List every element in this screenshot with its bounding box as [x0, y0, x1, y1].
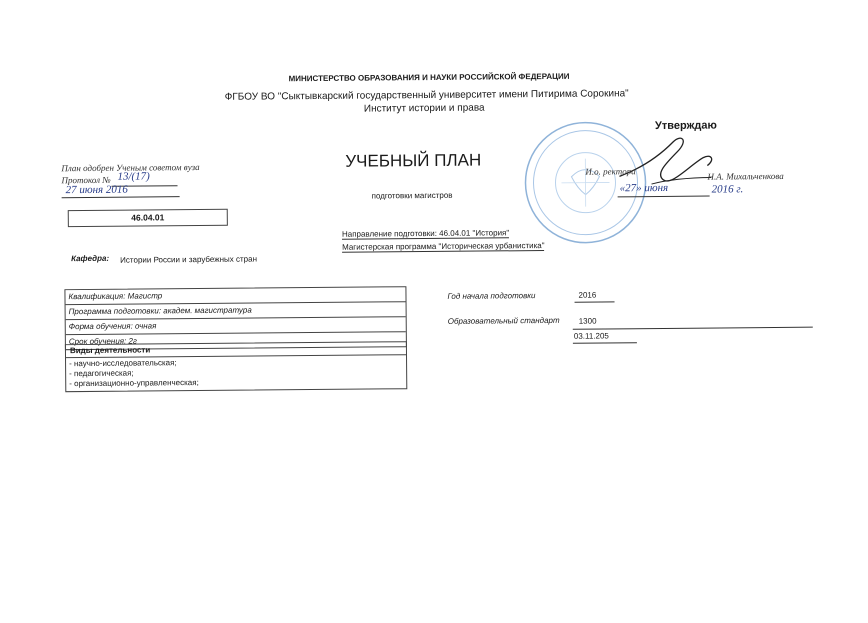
- approve-label: Утверждаю: [654, 119, 717, 133]
- standard-date: 03.11.205: [573, 331, 609, 341]
- qualification-table: [64, 286, 407, 350]
- standard-label: Образовательный стандарт: [447, 315, 560, 326]
- protocol-date: 27 июня 2016: [65, 183, 128, 197]
- activity-item: - научно-исследовательская;: [69, 358, 177, 369]
- rector-year: 2016 г.: [711, 183, 744, 196]
- rector-title: И.о. ректора: [585, 166, 636, 177]
- info-row-form: Форма обучения: очная: [66, 317, 406, 335]
- standard-number: 1300: [578, 316, 597, 326]
- start-year-value: 2016: [578, 290, 597, 300]
- department-value: Истории России и зарубежных стран: [120, 254, 258, 265]
- activity-item: - педагогическая;: [69, 368, 134, 379]
- start-year-underline: [575, 301, 615, 302]
- info-row-duration: Срок обучения: 2г: [68, 336, 137, 347]
- date-underline: [62, 196, 180, 198]
- rector-date: «27» июня: [619, 181, 669, 195]
- standard-underline: [573, 327, 813, 330]
- page-title: УЧЕБНЫЙ ПЛАН: [345, 150, 482, 171]
- standard-date-underline: [573, 342, 637, 344]
- direction-code-box: 46.04.01: [68, 209, 228, 227]
- info-row-program: Программа подготовки: академ. магистратура: [66, 302, 406, 320]
- institute-name: Институт истории и права: [363, 102, 485, 115]
- start-year-label: Год начала подготовки: [447, 291, 536, 301]
- protocol-number: 13/(17): [117, 170, 150, 183]
- activities-header: Виды деятельности: [66, 342, 406, 358]
- rector-name: Н.А. Михальченкова: [707, 170, 784, 182]
- department-label: Кафедра:: [71, 253, 110, 264]
- page-subtitle: подготовки магистров: [371, 190, 453, 201]
- direction-text: Направление подготовки: 46.04.01 "История": [341, 228, 510, 239]
- activities-table: [65, 341, 407, 392]
- program-text: Магистерская программа "Историческая урбанистика": [342, 241, 545, 252]
- protocol-label: Протокол №: [61, 174, 111, 186]
- plan-approved-text: План одобрен Ученым советом вуза: [61, 162, 200, 174]
- activity-item: - организационно-управленческая;: [69, 378, 199, 389]
- university-name: ФГБОУ ВО "Сыктывкарский государственный университет имени Питирима Сорокина": [224, 88, 629, 103]
- info-row-qualification: Квалификация: Магистр: [65, 287, 405, 305]
- ministry-heading: МИНИСТЕРСТВО ОБРАЗОВАНИЯ И НАУКИ РОССИЙСКОЙ ФЕДЕРАЦИИ: [288, 71, 570, 84]
- rector-date-underline: [618, 196, 710, 198]
